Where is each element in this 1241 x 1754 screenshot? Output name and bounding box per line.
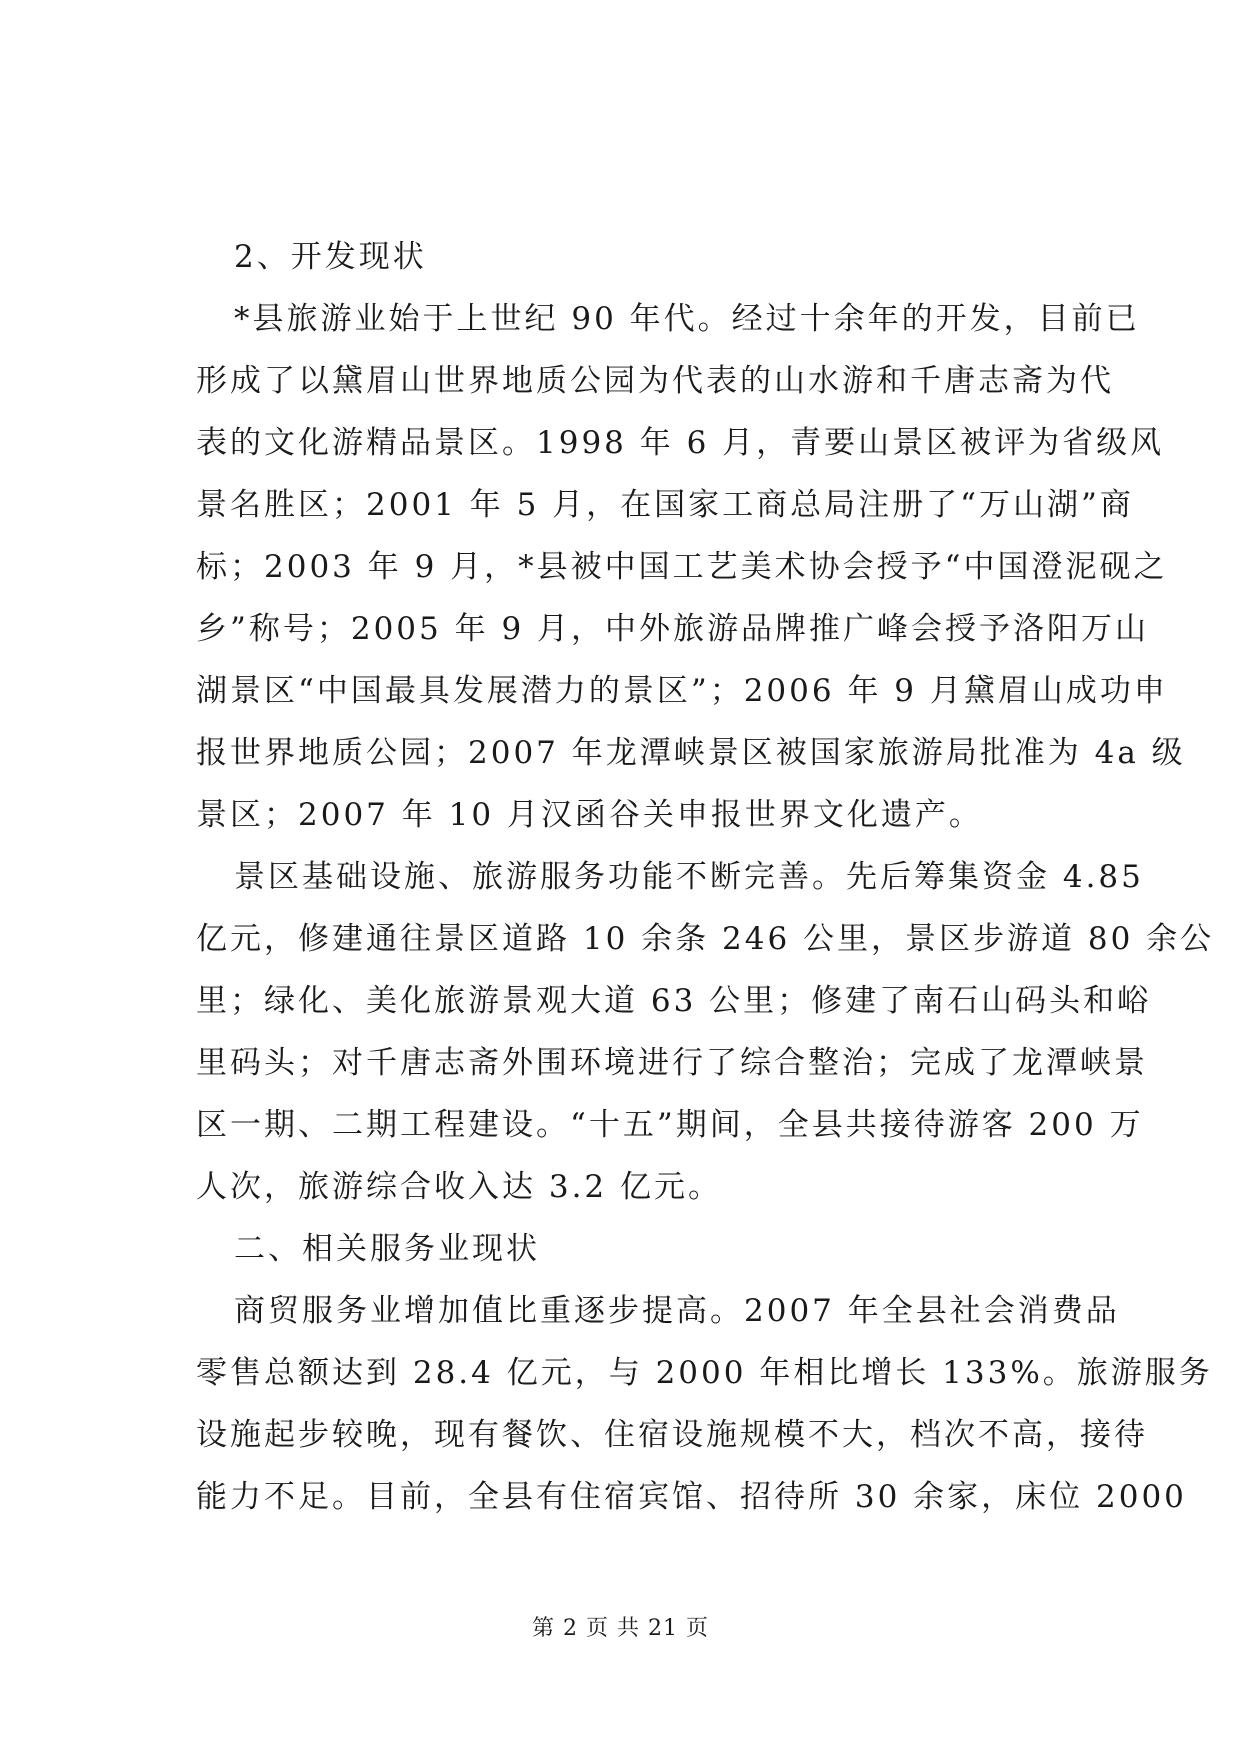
document-body: [196, 226, 1215, 1528]
paragraph-line: 标；2003 年 9 月，*县被中国工艺美术协会授予“中国澄泥砚之: [196, 549, 1168, 585]
paragraph-line: 景区基础设施、旅游服务功能不断完善。先后筹集资金 4.85: [234, 859, 1144, 895]
paragraph-line: 亿元，修建通往景区道路 10 余条 246 公里，景区步游道 80 余公: [196, 921, 1215, 957]
paragraph-line: 里；绿化、美化旅游景观大道 63 公里；修建了南石山码头和峪: [196, 983, 1152, 1019]
page-number-footer: 第 2 页 共 21 页: [532, 1616, 709, 1641]
paragraph-tourism-history: [196, 288, 1186, 846]
paragraph-line: 报世界地质公园；2007 年龙潭峡景区被国家旅游局批准为 4a 级: [196, 735, 1186, 771]
paragraph-line: 景名胜区；2001 年 5 月，在国家工商总局注册了“万山湖”商: [196, 487, 1134, 523]
paragraph-line: 区一期、二期工程建设。“十五”期间，全县共接待游客 200 万: [196, 1107, 1144, 1143]
paragraph-infrastructure: [196, 846, 1215, 1218]
paragraph-line: 里码头；对千唐志斋外围环境进行了综合整治；完成了龙潭峡景: [196, 1045, 1148, 1081]
paragraph-line: 商贸服务业增加值比重逐步提高。2007 年全县社会消费品: [234, 1293, 1120, 1329]
paragraph-commerce-services: [196, 1280, 1213, 1528]
paragraph-line: 零售总额达到 28.4 亿元，与 2000 年相比增长 133%。旅游服务: [196, 1355, 1213, 1391]
paragraph-line: 乡”称号；2005 年 9 月，中外旅游品牌推广峰会授予洛阳万山: [196, 611, 1150, 647]
paragraph-line: 能力不足。目前，全县有住宿宾馆、招待所 30 余家，床位 2000: [196, 1479, 1187, 1515]
paragraph-line: 形成了以黛眉山世界地质公园为代表的山水游和千唐志斋为代: [196, 363, 1114, 399]
paragraph-line: 景区；2007 年 10 月汉函谷关申报世界文化遗产。: [196, 797, 983, 833]
paragraph-line: 设施起步较晚，现有餐饮、住宿设施规模不大，档次不高，接待: [196, 1417, 1148, 1453]
paragraph-line: 表的文化游精品景区。1998 年 6 月，青要山景区被评为省级风: [196, 425, 1165, 461]
section-heading-related-services: 二、相关服务业现状: [234, 1231, 540, 1267]
paragraph-line: 人次，旅游综合收入达 3.2 亿元。: [196, 1169, 723, 1205]
paragraph-line: *县旅游业始于上世纪 90 年代。经过十余年的开发，目前已: [234, 301, 1140, 337]
paragraph-line: 湖景区“中国最具发展潜力的景区”；2006 年 9 月黛眉山成功申: [196, 673, 1168, 709]
section-heading-development-status: 2、开发现状: [234, 239, 427, 275]
